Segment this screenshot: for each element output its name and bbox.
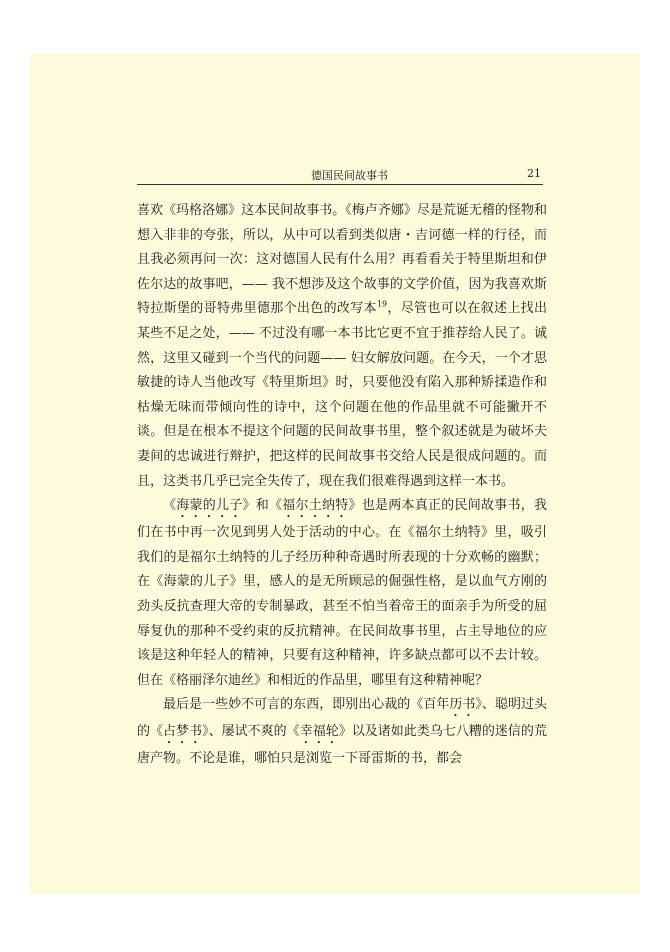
emphasized-title: 福尔土纳特 bbox=[282, 498, 349, 514]
text-segment: 最后是一些妙不可言的东西，即别出心裁的《百年 bbox=[163, 697, 450, 713]
paragraph-2 bbox=[137, 494, 547, 693]
paragraph-1 bbox=[137, 199, 547, 494]
text-segment: 》和《 bbox=[242, 498, 283, 514]
footnote-marker: 19 bbox=[376, 300, 388, 310]
emphasized-title: 占梦书 bbox=[163, 724, 203, 740]
paragraph-3 bbox=[137, 693, 547, 772]
text-segment: 喜欢《玛格洛娜》这本民间故事书。《梅卢齐娜》尽是荒诞无稽的怪物和想入非非的夸张，所以，从中可以看到类似唐・吉诃德一样的行径，而且我必须再问一次：这对德国人民有什么用？再看看关于特里斯坦和伊佐尔达的故事吧，—— 我不想涉及这个故事的文学价值，因为我喜欢斯特拉斯堡的哥特弗里德那个出色的改写本 bbox=[137, 203, 547, 317]
emphasized-title: 幸福轮 bbox=[299, 724, 339, 740]
text-segment: 》、聪明过头的《 bbox=[137, 697, 547, 740]
text-segment: 》以及诸如此类乌七八糟的迷信的荒唐产物。不论是谁，哪怕只是浏览一下哥雷斯的书，都会 bbox=[137, 724, 547, 767]
running-header bbox=[137, 166, 543, 185]
body-text bbox=[137, 199, 547, 772]
text-segment: 《 bbox=[163, 498, 177, 514]
text-segment: ，尽管也可以在叙述上找出某些不足之处，—— 不过没有哪一本书比它更不宜于推荐给人民了。诚然，这里又碰到一个当代的问题—— 妇女解放问题。在今天，一个才思敏捷的诗人当他改写《特里斯坦》时，只要他没有陷入那种矫揉造作和枯燥无味而带倾向性的诗中，这个问题在他的作品里就不可能撇开不谈。但是在根本不提这个问题的民间故事书里，整个叙述就是为破坏夫妻间的忠诚进行辩护，把这样的民间故事书交给人民是很成问题的。而且，这类书几乎已完全失传了，现在我们很难得遇到这样一本书。 bbox=[137, 301, 547, 489]
emphasized-title: 海蒙的儿子 bbox=[176, 498, 243, 514]
emphasized-title: 历书 bbox=[449, 697, 476, 713]
text-segment: 》也是两本真正的民间故事书，我们在书中再一次见到男人处于活动的中心。在《福尔土纳特》里，吸引我们的是福尔土纳特的儿子经历种种奇遇时所表现的十分欢畅的幽默；在《海蒙的儿子》里，感人的是无所顾忌的倔强性格，是以血气方刚的劲头反抗查理大帝的专制暴政，甚至不怕当着帝王的面亲手为所受的屈辱复仇的那种不受约束的反抗精神。在民间故事书里，占主导地位的应该是这种年轻人的精神，只要有这种精神，许多缺点都可以不去计较。但在《格丽泽尔迪丝》和相近的作品里，哪里有这种精神呢？ bbox=[137, 498, 547, 688]
text-segment: 》、屡试不爽的《 bbox=[202, 724, 300, 740]
page-number: 21 bbox=[527, 167, 541, 180]
running-title: 德国民间故事书 bbox=[311, 169, 388, 182]
